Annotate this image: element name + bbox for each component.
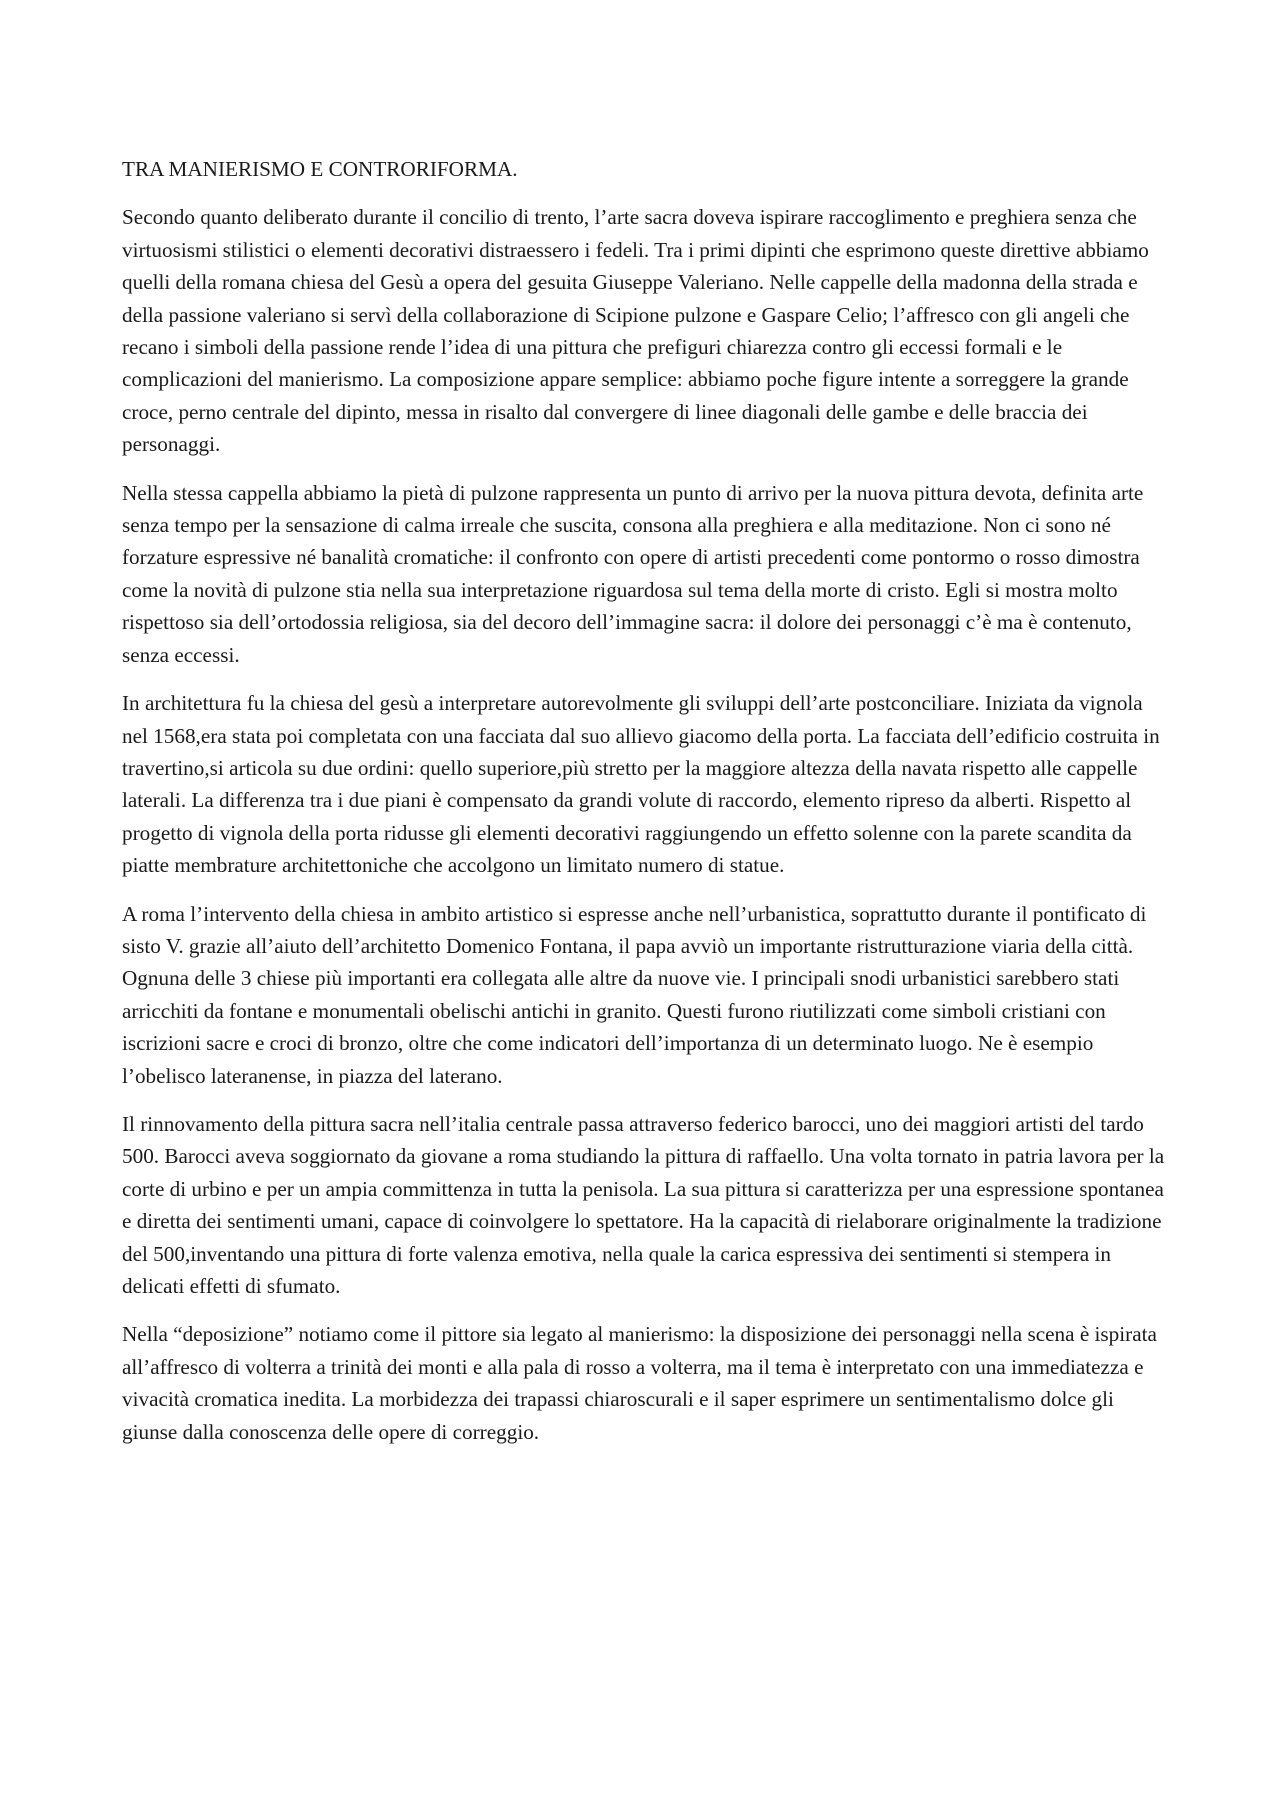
paragraph-concilio: Secondo quanto deliberato durante il concilio di trento, l’arte sacra doveva ispirare raccoglimento e preghiera senza che virtuosismi stilistici o elementi decorativi distraessero i fedeli. Tra i primi dipinti che esprimono queste direttive abbiamo quelli della romana chiesa del Gesù a opera del gesuita Giuseppe Valeriano. Nelle cappelle della madonna della strada e della passione valeriano si servì della collaborazione di Scipione pulzone e Gaspare Celio; l’affresco con gli angeli che recano i simboli della passione rende l’idea di una pittura che prefiguri chiarezza contro gli eccessi formali e le complicazioni del manierismo. La composizione appare semplice: abbiamo poche figure intente a sorreggere la grande croce, perno centrale del dipinto, messa in risalto dal convergere di linee diagonali delle gambe e delle braccia dei personaggi.: [122, 205, 1149, 457]
paragraph-deposizione: Nella “deposizione” notiamo come il pittore sia legato al manierismo: la disposizione dei personaggi nella scena è ispirata all’affresco di volterra a trinità dei monti e alla pala di rosso a volterra, ma il tema è interpretato con una immediatezza e vivacità cromatica inedita. La morbidezza dei trapassi chiaroscurali e il saper esprimere un sentimentalismo dolce gli giunse dalla conoscenza delle opere di correggio.: [122, 1322, 1157, 1444]
paragraph-pulzone: Nella stessa cappella abbiamo la pietà di pulzone rappresenta un punto di arrivo per la nuova pittura devota, definita arte senza tempo per la sensazione di calma irreale che suscita, consona alla preghiera e alla meditazione. Non ci sono né forzature espressive né banalità cromatiche: il confronto con opere di artisti precedenti come pontormo o rosso dimostra come la novità di pulzone stia nella sua interpretazione riguardosa sul tema della morte di cristo. Egli si mostra molto rispettoso sia dell’ortodossia religiosa, sia del decoro dell’immagine sacra: il dolore dei personaggi c’è ma è contenuto, senza eccessi.: [122, 480, 1144, 667]
document-title: TRA MANIERISMO E CONTRORIFORMA.: [122, 157, 518, 181]
paragraph-architettura: In architettura fu la chiesa del gesù a interpretare autorevolmente gli sviluppi dell’arte postconciliare. Iniziata da vignola nel 1568,era stata poi completata con una facciata dal suo allievo giacomo della porta. La facciata dell’edificio costruita in travertino,si articola su due ordini: quello superiore,più stretto per la maggiore altezza della navata rispetto alle cappelle laterali. La differenza tra i due piani è compensato da grandi volute di raccordo, elemento ripreso da alberti. Rispetto al progetto di vignola della porta ridusse gli elementi decorativi raggiungendo un effetto solenne con la parete scandita da piatte membrature architettoniche che accolgono un limitato numero di statue.: [122, 691, 1160, 878]
paragraph-urbanistica: A roma l’intervento della chiesa in ambito artistico si espresse anche nell’urbanistica, soprattutto durante il pontificato di sisto V. grazie all’aiuto dell’architetto Domenico Fontana, il papa avviò un importante ristrutturazione viaria della città. Ognuna delle 3 chiese più importanti era collegata alle altre da nuove vie. I principali snodi urbanistici sarebbero stati arricchiti da fontane e monumentali obelischi antichi in granito. Questi furono riutilizzati come simboli cristiani con iscrizioni sacre e croci di bronzo, oltre che come indicatori dell’importanza di un determinato luogo. Ne è esempio l’obelisco lateranense, in piazza del laterano.: [122, 901, 1147, 1088]
paragraph-barocci: Il rinnovamento della pittura sacra nell’italia centrale passa attraverso federico barocci, uno dei maggiori artisti del tardo 500. Barocci aveva soggiornato da giovane a roma studiando la pittura di raffaello. Una volta tornato in patria lavora per la corte di urbino e per un ampia committenza in tutta la penisola. La sua pittura si caratterizza per una espressione spontanea e diretta dei sentimenti umani, capace di coinvolgere lo spettatore. Ha la capacità di rielaborare originalmente la tradizione del 500,inventando una pittura di forte valenza emotiva, nella quale la carica espressiva dei sentimenti si stempera in delicati effetti di sfumato.: [122, 1111, 1165, 1298]
document-body: [122, 153, 1172, 1464]
